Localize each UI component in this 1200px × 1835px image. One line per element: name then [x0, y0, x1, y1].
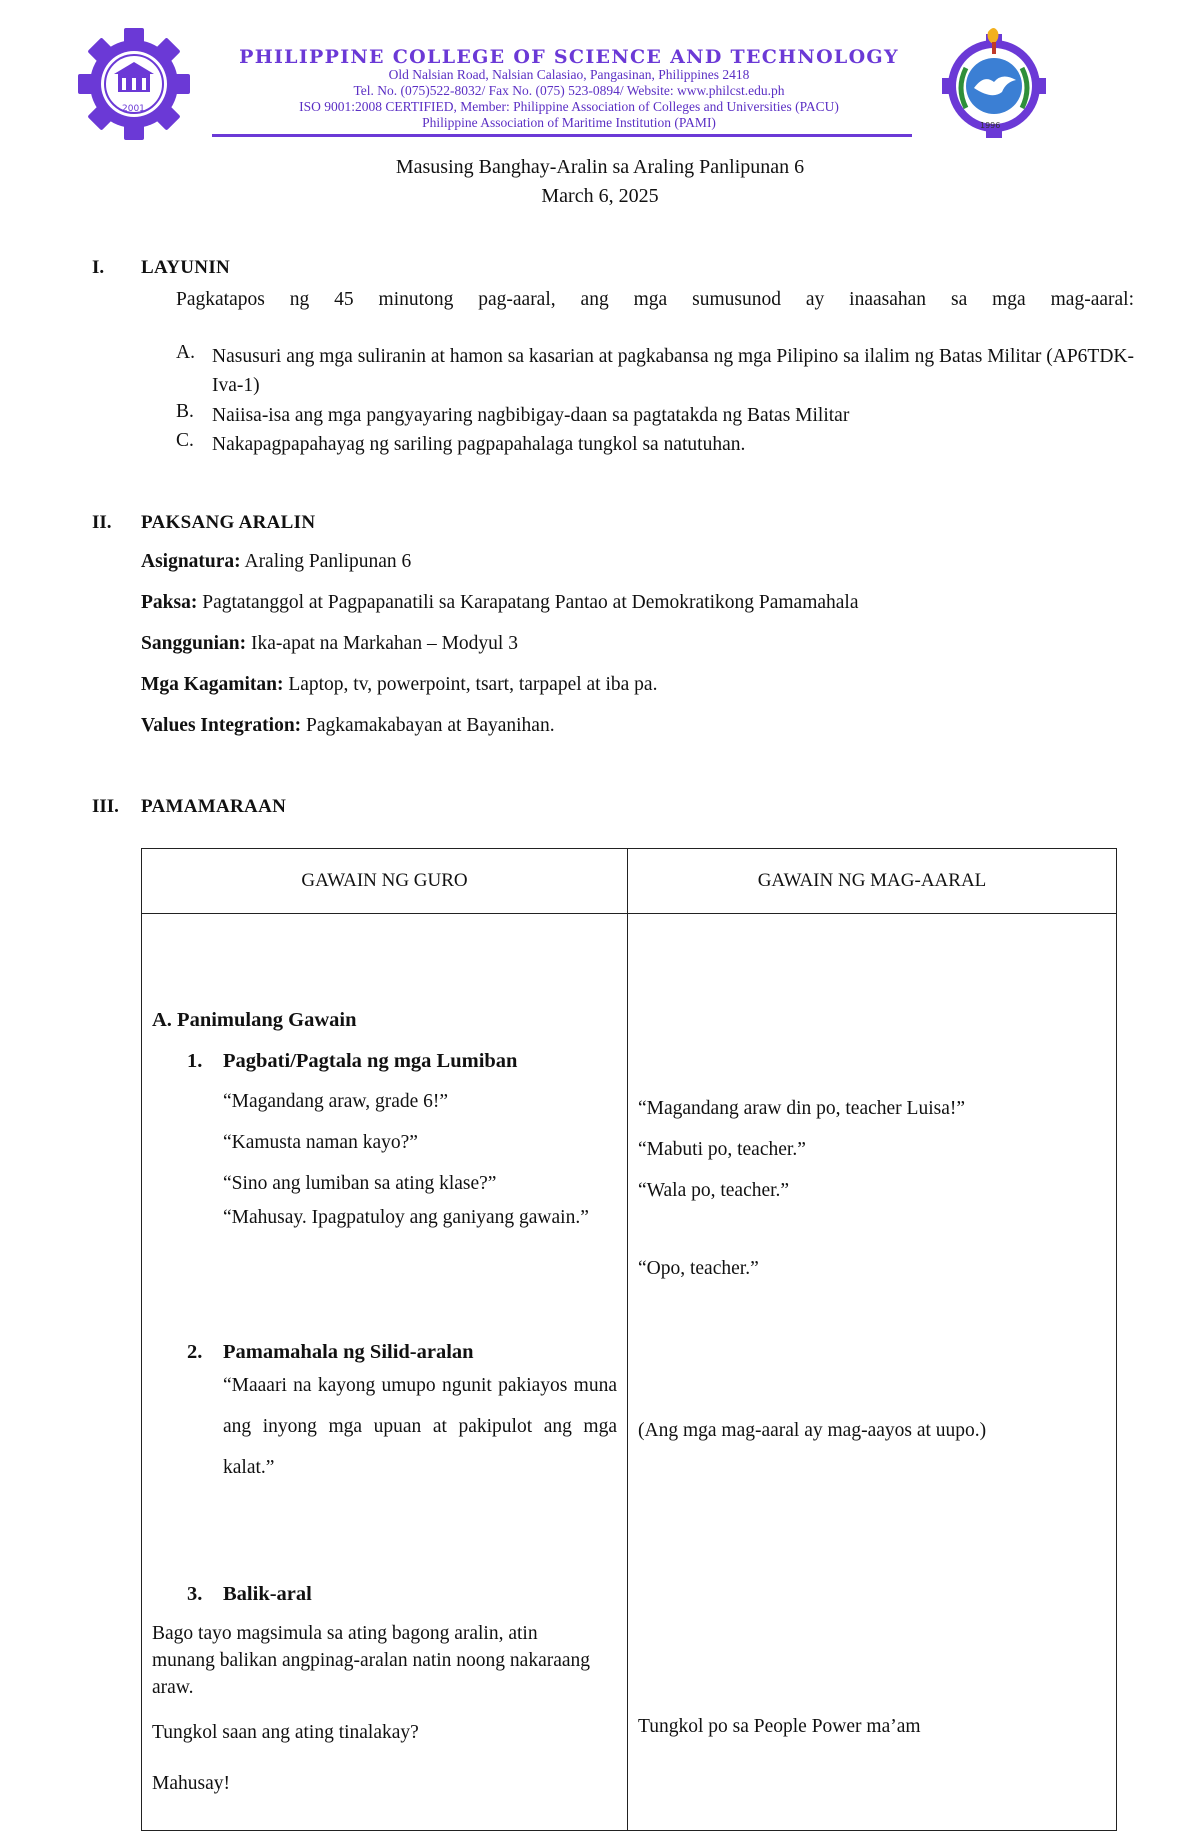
subject-value: Araling Panlipunan 6 [244, 551, 412, 572]
school-name: PHILIPPINE COLLEGE OF SCIENCE AND TECHNOLOGY [239, 46, 899, 68]
teacher-line-7: Tungkol saan ang ating tinalakay? [152, 1722, 419, 1743]
subject-label: Asignatura: [141, 551, 241, 572]
step-2-number: 2. [187, 1341, 203, 1363]
teacher-line-1: “Magandang araw, grade 6!” [223, 1091, 449, 1112]
objective-a-text: Nasusuri ang mga suliranin at hamon sa kasarian at pagkabansa ng mga Pilipino sa ilalim ng Batas Militar (AP6TDK- Iva-1) [212, 346, 1134, 396]
teacher-activity-cell [142, 914, 628, 1831]
table-header-row [142, 849, 1117, 914]
student-line-6: Tungkol po sa People Power ma’am [638, 1716, 921, 1737]
procedure-table [141, 848, 1117, 1831]
topic-value: Pagtatanggol at Pagpapanatili sa Karapatang Pantao at Demokratikong Pamamahala [202, 592, 859, 613]
section-1-title: LAYUNIN [141, 257, 231, 278]
school-association: Philippine Association of Maritime Institution (PAMI) [422, 115, 716, 130]
section-2-title: PAKSANG ARALIN [141, 512, 316, 533]
section-3-title: PAMAMARAAN [141, 796, 287, 817]
materials-value: Laptop, tv, powerpoint, tsart, tarpapel at iba pa. [288, 674, 658, 695]
teacher-column-header: GAWAIN NG GURO [142, 849, 628, 914]
objective-b-letter: B. [176, 401, 194, 422]
objective-c-letter: C. [176, 430, 194, 451]
student-line-5: (Ang mga mag-aaral ay mag-aayos at uupo.) [638, 1420, 987, 1441]
left-logo-label: 2001 [122, 104, 145, 114]
topic-line [141, 592, 859, 614]
step-1-number: 1. [187, 1050, 203, 1072]
step-3-number: 3. [187, 1583, 203, 1605]
step-3-title: Balik-aral [223, 1583, 312, 1605]
reference-line [141, 633, 518, 655]
materials-line [141, 674, 657, 696]
lesson-plan-title: Masusing Banghay-Aralin sa Araling Panlipunan 6 [395, 156, 805, 178]
values-line [141, 715, 555, 737]
teacher-line-6: Bago tayo magsimula sa ating bagong aralin, atin munang balikan angpinag-aralan natin noong nakaraang araw. [152, 1623, 591, 1698]
values-label: Values Integration: [141, 715, 302, 736]
part-a-heading: A. Panimulang Gawain [152, 1009, 357, 1031]
school-certification: ISO 9001:2008 CERTIFIED, Member: Philippine Association of Colleges and Universities (PACU) [299, 99, 839, 114]
college-seal [926, 26, 1060, 142]
reference-value: Ika-apat na Markahan – Modyul 3 [251, 633, 518, 654]
school-logo-gear [76, 26, 192, 142]
topic-label: Paksa: [141, 592, 198, 613]
student-line-2: “Mabuti po, teacher.” [638, 1139, 806, 1160]
section-1-number: I. [92, 257, 105, 278]
teacher-line-4: “Mahusay. Ipagpatuloy ang ganiyang gawain.” [223, 1207, 589, 1228]
step-1-title: Pagbati/Pagtala ng mga Lumiban [223, 1050, 518, 1072]
table-body-row [142, 914, 1117, 1831]
student-column-header: GAWAIN NG MAG-AARAL [628, 849, 1117, 914]
school-address: Old Nalsian Road, Nalsian Calasiao, Pangasinan, Philippines 2418 [388, 67, 750, 82]
objective-c-text: Nakapagpapahayag ng sariling pagpapahalaga tungkol sa natutuhan. [212, 434, 746, 455]
student-line-1: “Magandang araw din po, teacher Luisa!” [638, 1098, 966, 1119]
school-contact: Tel. No. (075)522-8032/ Fax No. (075) 523-0894/ Website: www.philcst.edu.ph [353, 83, 785, 98]
objectives-intro: Pagkatapos ng 45 minutong pag-aaral, ang mga sumusunod ay inaasahan sa mga mag-aaral: [176, 289, 1134, 310]
teacher-line-5: “Maaari na kayong umupo ngunit pakiayos muna ang inyong mga upuan at pakipulot ang mga kalat.” [223, 1375, 617, 1478]
lesson-plan-date: March 6, 2025 [541, 185, 659, 207]
teacher-line-2: “Kamusta naman kayo?” [223, 1132, 418, 1153]
step-2-title: Pamamahala ng Silid-aralan [223, 1341, 474, 1363]
teacher-line-8: Mahusay! [152, 1773, 230, 1794]
student-line-4: “Opo, teacher.” [638, 1258, 759, 1279]
student-line-3: “Wala po, teacher.” [638, 1180, 790, 1201]
section-3-number: III. [92, 796, 119, 817]
teacher-line-3: “Sino ang lumiban sa ating klase?” [223, 1173, 497, 1194]
student-activity-cell [628, 914, 1117, 1831]
header-divider [212, 134, 912, 137]
subject-line [141, 551, 411, 573]
materials-label: Mga Kagamitan: [141, 674, 284, 695]
right-seal-label: 1996 [980, 121, 1001, 130]
reference-label: Sanggunian: [141, 633, 247, 654]
section-2-number: II. [92, 512, 112, 533]
objective-b-text: Naiisa-isa ang mga pangyayaring nagbibigay-daan sa pagtatakda ng Batas Militar [212, 405, 850, 426]
objective-a-letter: A. [176, 342, 195, 363]
values-value: Pagkamakabayan at Bayanihan. [306, 715, 555, 736]
